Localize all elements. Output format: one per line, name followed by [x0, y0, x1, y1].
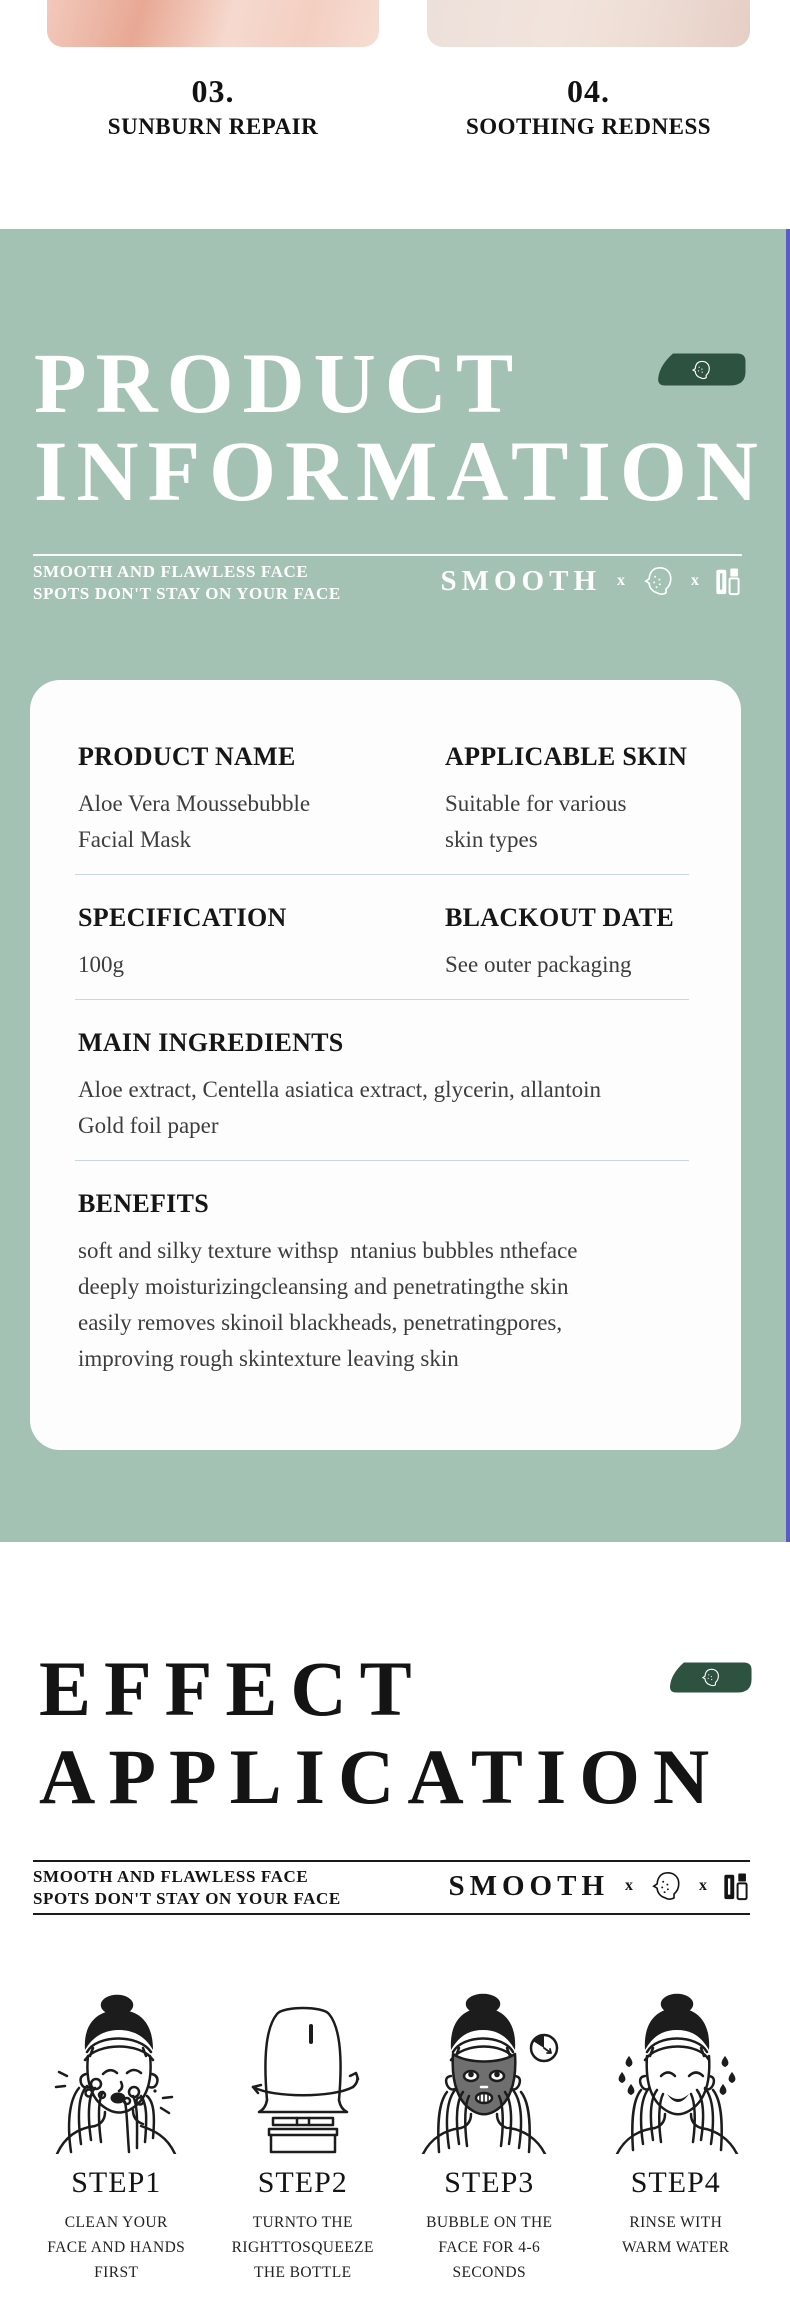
- tagline-line1: SMOOTH AND FLAWLESS FACE: [33, 1867, 309, 1886]
- step-name: STEP4: [630, 2166, 721, 2199]
- step-description: TURNTO THE RIGHTTOSQUEEZE THE BOTTLE: [231, 2214, 374, 2281]
- divider-rule: [33, 1913, 750, 1915]
- skin-photo-soothing-redness: [427, 0, 750, 47]
- separator-x: x: [691, 572, 699, 589]
- field-main-ingredients: [78, 1028, 701, 1144]
- benefit-number: 04.: [567, 73, 610, 109]
- tagline-line2: SPOTS DON'T STAY ON YOUR FACE: [33, 584, 341, 603]
- squeeze-bottle-illustration: [213, 1992, 394, 2154]
- field-label: SPECIFICATION: [78, 903, 287, 932]
- section-title-line1: PRODUCT: [34, 335, 523, 431]
- application-steps: [26, 1992, 766, 2285]
- separator-x: x: [617, 572, 625, 589]
- benefit-caption: [427, 74, 750, 140]
- field-label: BLACKOUT DATE: [445, 903, 675, 932]
- tagline: [33, 561, 341, 605]
- tagline-line1: SMOOTH AND FLAWLESS FACE: [33, 562, 309, 581]
- field-blackout-date: [445, 903, 701, 983]
- card-divider: [75, 874, 689, 875]
- tagline-line2: SPOTS DON'T STAY ON YOUR FACE: [33, 1889, 341, 1908]
- cosmetic-tube-icon: [723, 1871, 750, 1902]
- card-divider: [75, 999, 689, 1000]
- product-info-card: [30, 680, 741, 1450]
- section-title: [39, 1645, 722, 1821]
- field-value: See outer packaging: [445, 952, 632, 977]
- product-information-section: [0, 229, 790, 1542]
- step-description: RINSE WITH WARM WATER: [622, 2214, 730, 2256]
- step-name: STEP3: [444, 2166, 535, 2199]
- separator-x: x: [699, 1877, 707, 1894]
- field-value: Suitable for various skin types: [445, 791, 627, 852]
- step-column: [213, 1992, 394, 2285]
- brand-strip: [440, 564, 742, 598]
- field-label: PRODUCT NAME: [78, 742, 296, 771]
- field-value: 100g: [78, 952, 124, 977]
- field-label: MAIN INGREDIENTS: [78, 1028, 344, 1057]
- benefit-caption: [47, 74, 379, 140]
- step-description: BUBBLE ON THE FACE FOR 4-6 SECONDS: [426, 2214, 553, 2281]
- brand-word: SMOOTH: [448, 1869, 609, 1902]
- step-name: STEP1: [71, 2166, 162, 2199]
- brand-word: SMOOTH: [440, 564, 601, 597]
- section-title-line2: APPLICATION: [39, 1733, 723, 1820]
- separator-x: x: [625, 1877, 633, 1894]
- cosmetic-tube-icon: [715, 566, 742, 597]
- divider-rule: [33, 554, 742, 556]
- right-edge-accent-line: [786, 229, 790, 1542]
- field-label: APPLICABLE SKIN: [445, 742, 688, 771]
- section-title-line1: EFFECT: [39, 1645, 425, 1732]
- step-column: [399, 1992, 580, 2285]
- step-name: STEP2: [257, 2166, 348, 2199]
- field-benefits: [78, 1189, 701, 1377]
- field-value: Aloe extract, Centella asiatica extract, glycerin, allantoin Gold foil paper: [78, 1077, 602, 1138]
- field-value: soft and silky texture withsp ntanius bubbles ntheface deeply moisturizingcleansing and penetratingthe skin easily removes skinoil blackheads, penetratingpores, improving rough skintexture leaving skin: [78, 1238, 578, 1371]
- benefit-number: 03.: [191, 73, 235, 109]
- section-title-line2: INFORMATION: [34, 423, 767, 519]
- step-column: [586, 1992, 767, 2285]
- field-label: BENEFITS: [78, 1189, 210, 1218]
- skin-photo-sunburn-repair: [47, 0, 379, 47]
- section-title: [34, 335, 767, 519]
- field-applicable-skin: [445, 742, 701, 858]
- field-specification: [78, 903, 445, 983]
- face-profile-acne-icon: [649, 1869, 683, 1903]
- benefit-label: SOOTHING REDNESS: [465, 114, 712, 139]
- mask-face-with-timer-illustration: [399, 1992, 580, 2154]
- step-column: [26, 1992, 207, 2285]
- rinse-face-illustration: [586, 1992, 767, 2154]
- washing-face-illustration: [26, 1992, 207, 2154]
- brand-strip: [448, 1869, 750, 1903]
- card-divider: [75, 1160, 689, 1161]
- tagline: [33, 1866, 341, 1910]
- face-profile-acne-icon: [641, 564, 675, 598]
- step-description: CLEAN YOUR FACE AND HANDS FIRST: [47, 2214, 186, 2281]
- benefit-label: SUNBURN REPAIR: [107, 114, 319, 139]
- field-product-name: [78, 742, 445, 858]
- divider-rule: [33, 1860, 750, 1862]
- field-value: Aloe Vera Moussebubble Facial Mask: [78, 791, 311, 852]
